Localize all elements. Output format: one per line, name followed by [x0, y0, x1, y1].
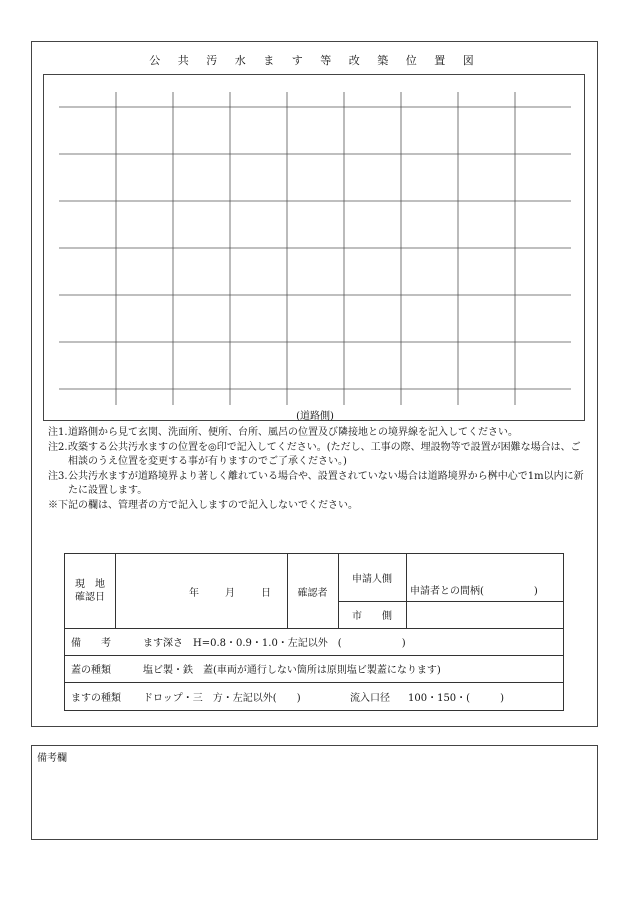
grid-lines	[44, 75, 584, 420]
confirmer-label: 確認者	[297, 587, 328, 599]
manhole-type-label: ますの種類	[71, 692, 121, 704]
date-day: 日	[261, 587, 271, 599]
lid-type-label: 蓋の種類	[71, 665, 111, 676]
remarks-row-label: 備 考	[71, 638, 111, 649]
note-1-text: 道路側から見て玄関、洗面所、便所、台所、風呂の位置及び隣接地との境界線を記入してください。	[68, 427, 518, 438]
remarks-box[interactable]	[31, 745, 598, 840]
date-year: 年	[189, 587, 199, 599]
note-2-text: 改築する公共汚水ますの位置を◎印で記入してください。(ただし、工事の際、埋設物等で設置が困難な場合は、ご相談のうえ位置を変更する事が有りますのでご了承ください。)	[68, 441, 581, 467]
relationship-field: 申請者との間柄( )	[410, 585, 538, 597]
inlet-diameter-label: 流入口径	[350, 692, 390, 704]
note-1-label: 注1.	[48, 427, 68, 438]
page-title: 公 共 汚 水 ま す 等 改 築 位 置 図	[149, 54, 481, 67]
divider	[115, 554, 116, 628]
note-admin-only-text: ※下記の欄は、管理者の方で記入しますので記入しないでください。	[48, 499, 358, 511]
note-3-label: 注3.	[48, 470, 68, 482]
city-side-label: 市 側	[352, 611, 392, 622]
remarks-box-label: 備考欄	[37, 753, 67, 764]
inlet-diameter-value: 100・150・( )	[408, 692, 504, 704]
note-3	[48, 470, 588, 499]
date-month: 月	[225, 587, 235, 599]
lid-type-value: 塩ビ製・鉄 蓋(車両が通行しない箇所は原則塩ビ製蓋になります)	[143, 665, 441, 676]
manhole-type-value: ドロップ・三 方・左記以外( )	[143, 692, 301, 704]
note-2	[48, 441, 588, 470]
road-side-label: (道路側)	[296, 411, 334, 422]
location-drawing-grid[interactable]	[43, 74, 585, 421]
site-check-date-label: 現 地 確認日	[75, 579, 105, 603]
note-1	[48, 426, 588, 441]
manhole-depth-value: ます深さ H=0.8・0.9・1.0・左記以外 ( )	[143, 638, 406, 649]
note-2-label: 注2.	[48, 441, 68, 453]
note-admin-only	[48, 499, 588, 514]
admin-table	[64, 553, 564, 711]
notes-section	[48, 426, 588, 513]
note-3-text: 公共汚水ますが道路境界より著しく離れている場合や、設置されていない場合は道路境界から桝中心で1m以内に新たに設置します。	[68, 470, 584, 496]
applicant-side-label: 申請人側	[352, 574, 392, 585]
